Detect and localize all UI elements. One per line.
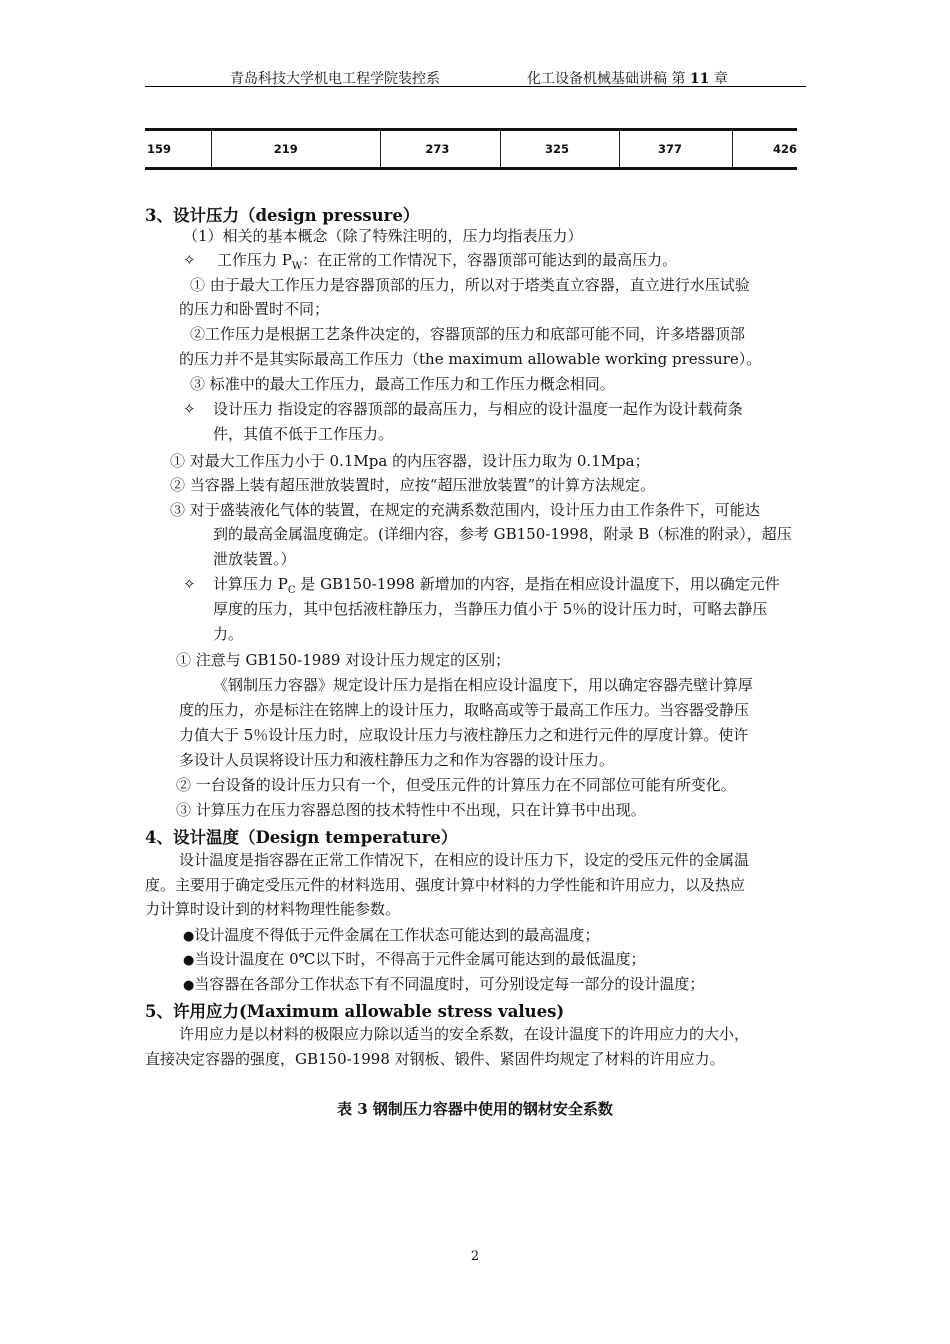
wp2-line1: ②工作压力是根据工艺条件决定的，容器顶部的压力和底部可能不同，许多塔器顶部: [190, 325, 746, 343]
design-pressure-line1: 设计压力 指设定的容器顶部的最高压力，与相应的设计温度一起作为设计载荷条: [213, 400, 743, 418]
temp-bullet-1: [183, 925, 599, 947]
diamond-bullet-icon: ✧: [183, 400, 196, 418]
work-pressure-text-pre: 工作压力 P: [217, 251, 292, 269]
section-3-heading: 3、设计压力（design pressure）: [145, 206, 420, 225]
dp-note-1: ① 对最大工作压力小于 0.1Mpa 的内压容器，设计压力取为 0.1Mpa；: [170, 452, 650, 470]
black-dot-icon: ●: [183, 978, 195, 993]
cp-note-3: ③ 计算压力在压力容器总图的技术特性中不出现，只在计算书中出现。: [176, 801, 646, 819]
header-rule: [145, 86, 806, 87]
wp1-line1: ① 由于最大工作压力是容器顶部的压力，所以对于塔类直立容器，直立进行水压试验: [190, 276, 750, 294]
cp-note-2: ② 一台设备的设计压力只有一个，但受压元件的计算压力在不同部位可能有所变化。: [176, 776, 736, 794]
table-cell: 273: [381, 130, 501, 169]
sec5-para-line2: 直接决定容器的强度，GB150-1998 对钢板、锻件、紧固件均规定了材料的许用应力。: [145, 1050, 725, 1068]
cp-note-1-para-line2: 度的压力，亦是标注在铭牌上的设计压力，取略高或等于最高工作压力。当容器受静压: [179, 701, 750, 719]
cp-note-1-para-line1: 《钢制压力容器》规定设计压力是指在相应设计温度下，用以确定容器壳壁计算厚: [213, 676, 754, 694]
dp-note-2: ② 当容器上装有超压泄放装置时，应按“超压泄放装置”的计算方法规定。: [170, 476, 656, 494]
size-table: [145, 128, 797, 170]
cp-note-1-para-line3: 力值大于 5％设计压力时，应取设计压力与液柱静压力之和进行元件的厚度计算。使许: [179, 726, 749, 744]
black-dot-icon: ●: [183, 929, 195, 944]
calc-pressure-text-pre: 计算压力 P: [213, 575, 288, 593]
header-right-prefix: 化工设备机械基础讲稿 第: [527, 71, 686, 87]
dp-note-3-line3: 泄放装置。）: [213, 550, 296, 568]
calc-pressure-item: [183, 574, 780, 601]
table-cell: 219: [211, 130, 381, 169]
cp-note-1-para-line4: 多设计人员误将设计压力和液柱静压力之和作为容器的设计压力。: [179, 751, 615, 769]
cp-note-1: ① 注意与 GB150-1989 对设计压力规定的区别；: [176, 651, 511, 669]
page-number: 2: [470, 1249, 480, 1264]
calc-pressure-subscript: C: [287, 585, 296, 596]
header-left: 青岛科技大学机电工程学院装控系: [230, 71, 440, 87]
temp-bullet-2-text: 当设计温度在 0℃以下时，不得高于元件金属可能达到的最低温度；: [194, 950, 646, 968]
wp2-line2: 的压力并不是其实际最高工作压力（the maximum allowable working pressure）。: [179, 350, 762, 368]
table-cell: 159: [145, 130, 211, 169]
calc-pressure-line1-post: 是 GB150-1998 新增加的内容，是指在相应设计温度下，用以确定元件: [295, 575, 780, 593]
table-cell: 377: [619, 130, 732, 169]
header-right: [527, 68, 728, 88]
work-pressure-text-post: ：在正常的工作情况下，容器顶部可能达到的最高压力。: [302, 251, 678, 269]
sec4-para-line3: 力计算时设计到的材料物理性能参数。: [145, 900, 401, 918]
design-pressure-line2: 件，其值不低于工作压力。: [213, 425, 394, 443]
calc-pressure-line3: 力。: [213, 625, 244, 643]
section-5-heading: 5、许用应力(Maximum allowable stress values): [145, 1002, 565, 1021]
header-right-suffix: 章: [713, 71, 728, 87]
temp-bullet-2: [183, 949, 645, 971]
diamond-bullet-icon: ✧: [183, 251, 196, 269]
table-cell: 426: [772, 142, 797, 156]
dp-note-3-line2: 到的最高金属温度确定。(详细内容，参考 GB150-1998，附录 B（标准的附录），超压: [213, 525, 792, 543]
sec4-para-line2: 度。主要用于确定受压元件的材料选用、强度计算中材料的力学性能和许用应力，以及热应: [145, 876, 746, 894]
temp-bullet-1-text: 设计温度不得低于元件金属在工作状态可能达到的最高温度；: [194, 926, 600, 944]
sec3-sub1: （1）相关的基本概念（除了特殊注明的，压力均指表压力）: [183, 227, 583, 245]
black-dot-icon: ●: [183, 953, 195, 968]
temp-bullet-3-text: 当容器在各部分工作状态下有不同温度时，可分别设定每一部分的设计温度；: [194, 975, 705, 993]
table-row: [145, 130, 797, 169]
table-cell: 325: [500, 130, 619, 169]
temp-bullet-3: [183, 974, 704, 996]
design-pressure-item: [183, 399, 743, 419]
calc-pressure-line2: 厚度的压力，其中包括液柱静压力，当静压力值小于 5％的设计压力时，可略去静压: [213, 600, 768, 618]
wp3: ③ 标准中的最大工作压力，最高工作压力和工作压力概念相同。: [190, 375, 615, 393]
sec4-para-line1: 设计温度是指容器在正常工作情况下，在相应的设计压力下，设定的受压元件的金属温: [179, 851, 750, 869]
sec5-para-line1: 许用应力是以材料的极限应力除以适当的安全系数，在设计温度下的许用应力的大小，: [179, 1025, 750, 1043]
table-3-caption: 表 3 钢制压力容器中使用的钢材安全系数: [337, 1100, 613, 1118]
header-chapter-number: 11: [689, 71, 710, 87]
diamond-bullet-icon: ✧: [183, 575, 196, 593]
dp-note-3-line1: ③ 对于盛装液化气体的装置，在规定的充满系数范围内，设计压力由工作条件下，可能达: [170, 501, 760, 519]
wp1-line2: 的压力和卧置时不同；: [179, 300, 330, 318]
work-pressure-item: [183, 250, 677, 277]
work-pressure-subscript: W: [291, 261, 303, 272]
section-4-heading: 4、设计温度（Design temperature）: [145, 828, 458, 847]
